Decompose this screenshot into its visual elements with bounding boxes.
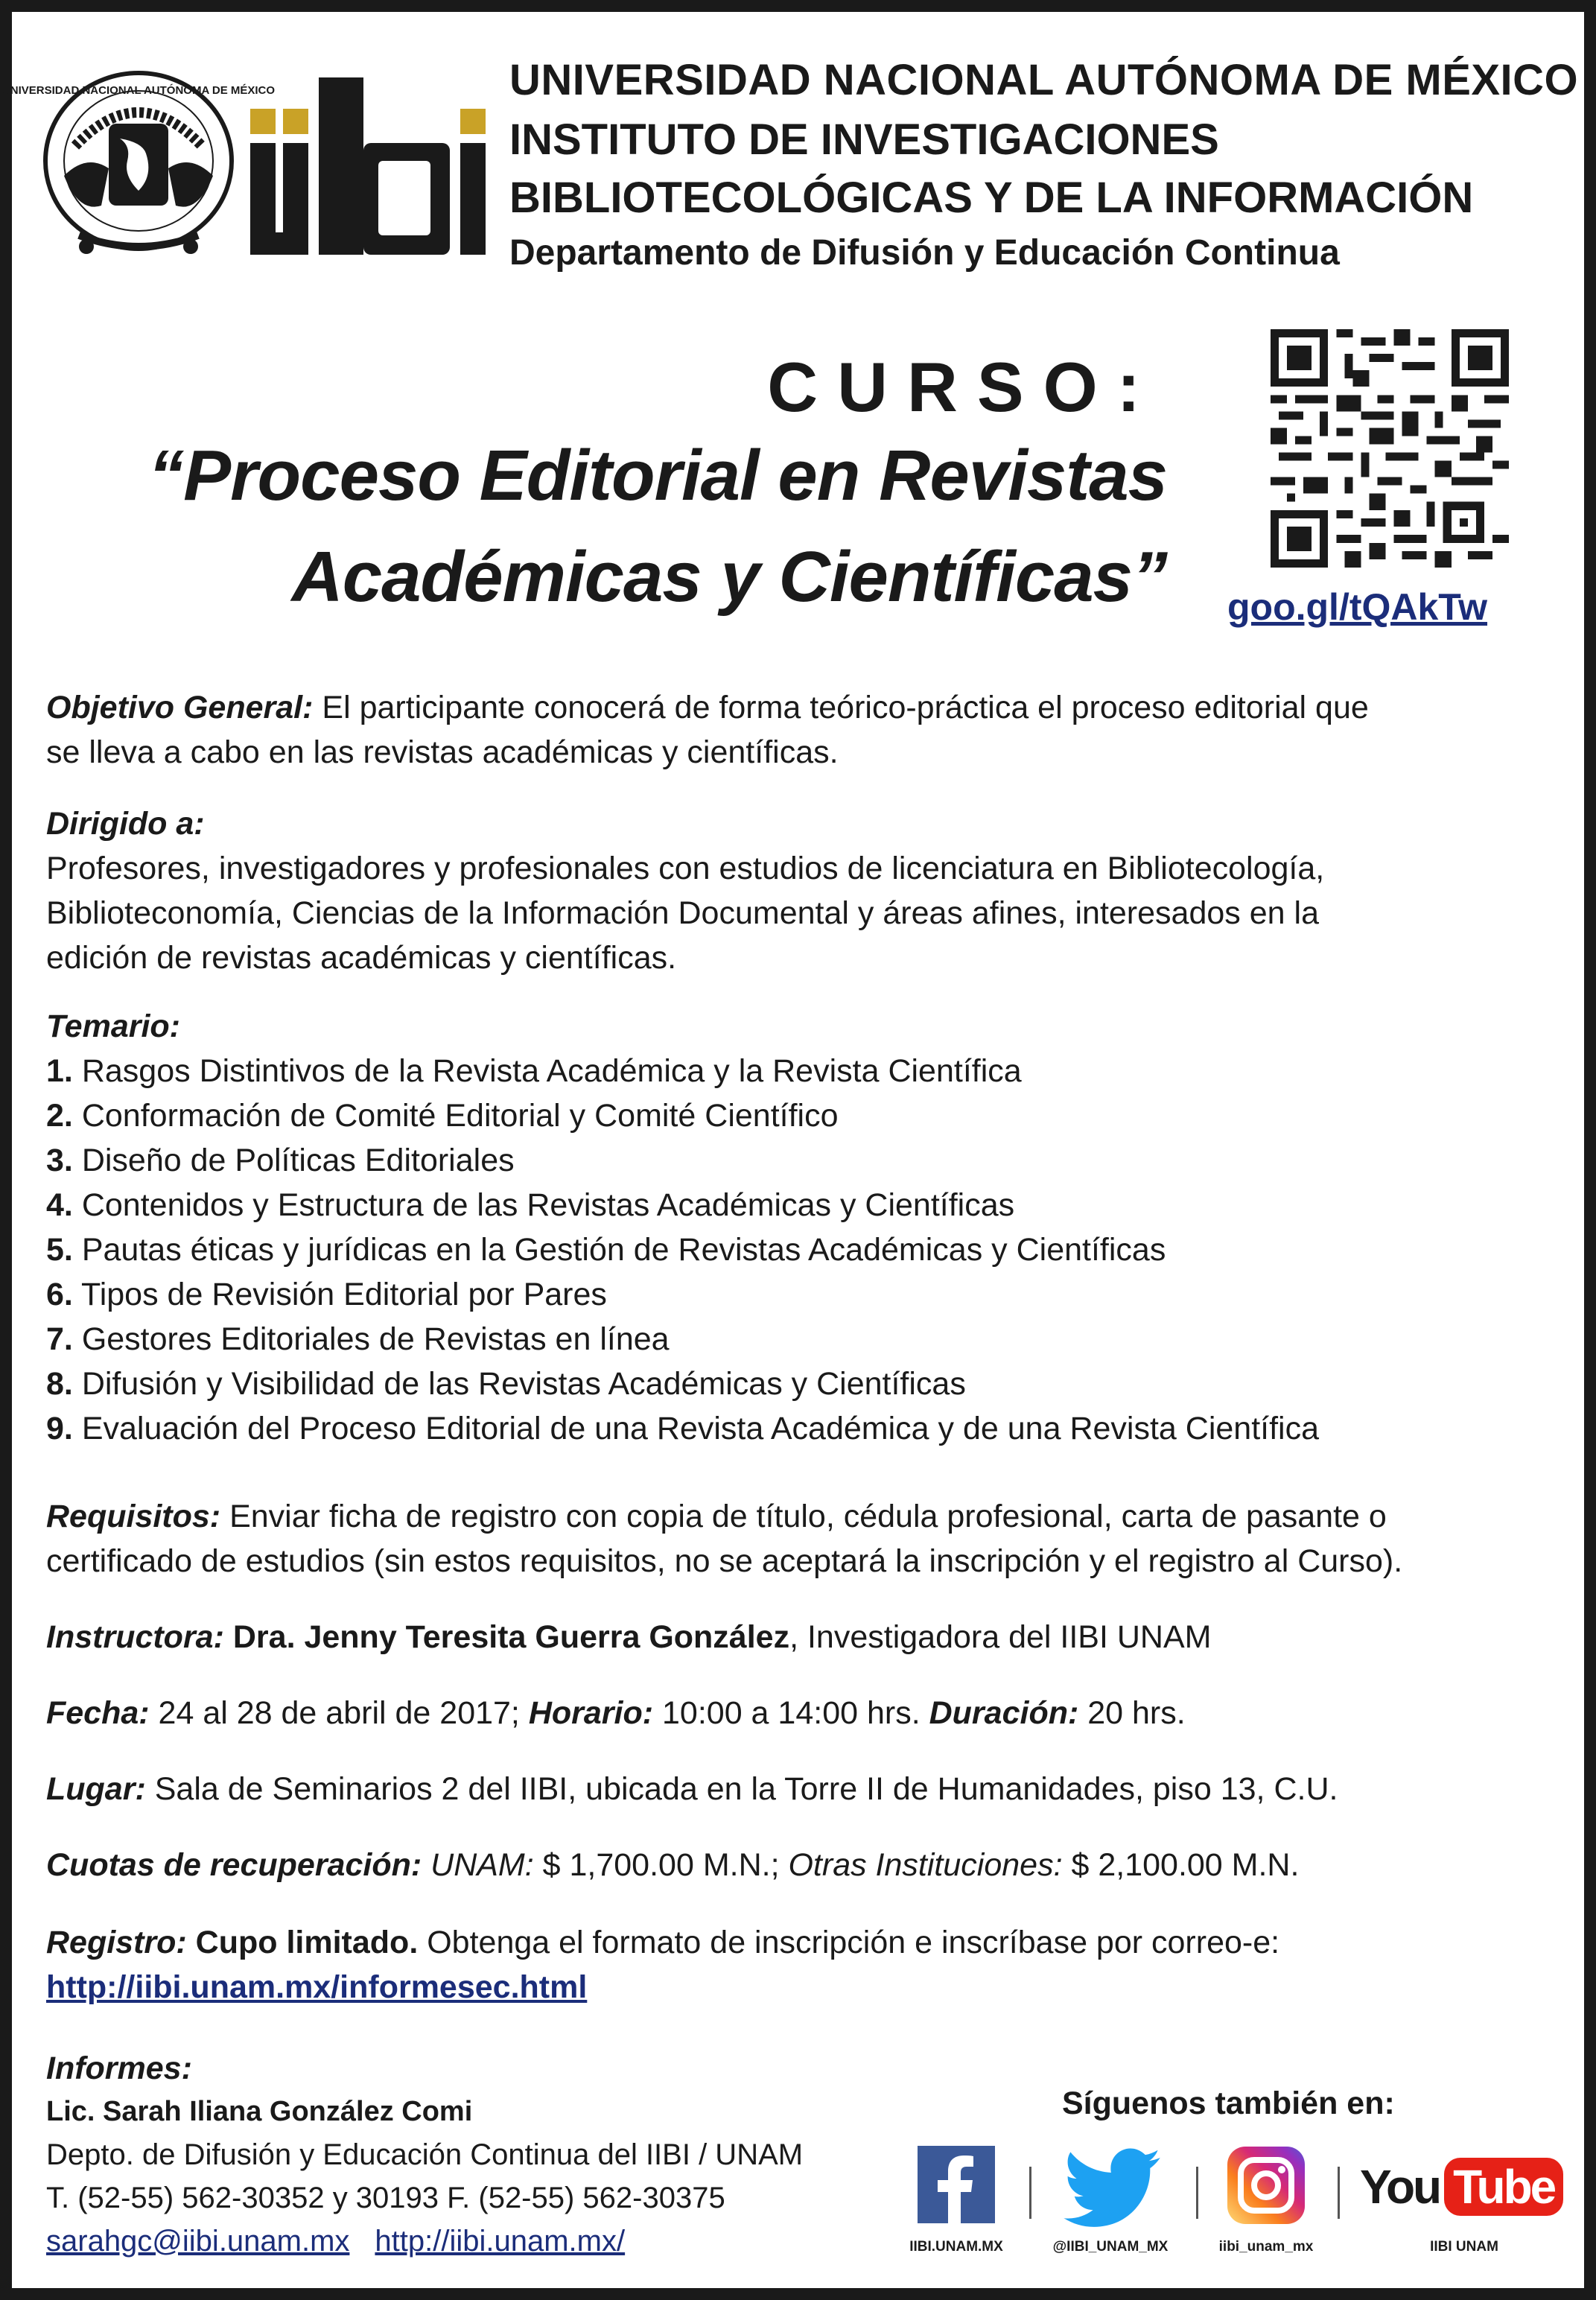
duration-label: Duración: [929,1695,1079,1731]
duration-value: 20 hrs. [1078,1695,1186,1731]
contact-department: Depto. de Difusión y Educación Continua del IIBI / UNAM [46,2138,804,2171]
fees-label: Cuotas de recuperación: [46,1847,422,1883]
course-title-line2: Académicas y Científicas” [291,537,1167,617]
course-kicker: CURSO: [767,348,1160,426]
objective-text-1: El participante conocerá de forma teórico-práctica el proceso editorial que [313,690,1369,725]
requirements-text-1: Enviar ficha de registro con copia de título, cédula profesional, carta de pasante o [220,1499,1387,1534]
social-divider [1338,2167,1340,2219]
department-name: Departamento de Difusión y Educación Continua [509,233,1340,273]
flyer-sheet [1,12,1584,2288]
syllabus-section [46,1004,1565,1451]
contact-label: Informes: [46,2050,192,2086]
twitter-handle[interactable]: @IIBI_UNAM_MX [1052,2239,1169,2255]
youtube-handle[interactable]: IIBI UNAM [1430,2239,1498,2255]
contact-name: Lic. Sarah Iliana González Comi [46,2096,473,2127]
registration-label: Registro: [46,1925,187,1960]
time-value: 10:00 a 14:00 hrs. [653,1695,929,1731]
audience-label: Dirigido a: [46,806,205,842]
social-divider [1029,2167,1031,2219]
syllabus-item: 9. Evaluación del Proceso Editorial de una Revista Académica y de una Revista Científica [46,1411,1320,1446]
syllabus-item: 4. Contenidos y Estructura de las Revistas Académicas y Científicas [46,1187,1015,1223]
objective-label: Objetivo General: [46,690,314,725]
registration-link[interactable]: http://iibi.unam.mx/informesec.html [46,1969,588,2005]
contact-email-link[interactable]: sarahgc@iibi.unam.mx [46,2225,350,2258]
instructor-section [46,1615,1565,1659]
youtube-you-text: You [1360,2160,1440,2214]
qr-short-link[interactable]: goo.gl/tQAkTw [1227,586,1488,628]
fees-other-label: Otras Instituciones: [788,1847,1063,1883]
audience-line-3: edición de revistas académicas y científicas. [46,940,677,976]
place-section [46,1767,1565,1811]
objective-section [46,685,1565,775]
contact-phones: T. (52-55) 562-30352 y 30193 F. (52-55) 562-30375 [46,2182,725,2214]
place-text: Sala de Seminarios 2 del IIBI, ubicada en la Torre II de Humanidades, piso 13, C.U. [145,1771,1338,1807]
facebook-handle[interactable]: IIBI.UNAM.MX [909,2239,1003,2255]
syllabus-item: 2. Conformación de Comité Editorial y Comité Científico [46,1098,839,1134]
contact-website-link[interactable]: http://iibi.unam.mx/ [375,2225,626,2258]
requirements-text-2: certificado de estudios (sin estos requisitos, no se aceptará la inscripción y el registro al Curso). [46,1543,1403,1579]
syllabus-item: 3. Diseño de Políticas Editoriales [46,1143,515,1178]
instagram-icon[interactable] [1227,2147,1305,2224]
twitter-icon[interactable] [1062,2148,1162,2228]
fees-other-value: $ 2,100.00 M.N. [1062,1847,1300,1883]
date-label: Fecha: [46,1695,150,1731]
syllabus-item: 6. Tipos de Revisión Editorial por Pares [46,1277,607,1312]
youtube-icon[interactable] [1360,2150,1563,2224]
seal-text: UNIVERSIDAD NACIONAL AUTÓNOMA DE MÉXICO [1,84,276,97]
institute-name-line1: INSTITUTO DE INVESTIGACIONES [509,115,1219,164]
qr-code[interactable] [1271,329,1509,568]
social-divider [1196,2167,1198,2219]
social-title: Síguenos también en: [1062,2085,1395,2121]
objective-text-2: se lleva a cabo en las revistas académicas y científicas. [46,734,839,770]
instructor-name: Dra. Jenny Teresita Guerra González [223,1619,790,1655]
fees-unam-value: $ 1,700.00 M.N.; [533,1847,789,1883]
instructor-label: Instructora: [46,1619,224,1655]
audience-line-2: Biblioteconomía, Ciencias de la Información Documental y áreas afines, interesados en la [46,895,1319,931]
place-label: Lugar: [46,1771,146,1807]
syllabus-item: 8. Difusión y Visibilidad de las Revistas Académicas y Científicas [46,1366,966,1402]
audience-section [46,801,1565,980]
instructor-affiliation: , Investigadora del IIBI UNAM [789,1619,1212,1655]
university-name: UNIVERSIDAD NACIONAL AUTÓNOMA DE MÉXICO [509,56,1579,104]
registration-text: Obtenga el formato de inscripción e inscríbase por correo-e: [418,1925,1280,1960]
time-label: Horario: [528,1695,654,1731]
syllabus-label: Temario: [46,1008,180,1044]
institute-name-line2: BIBLIOTECOLÓGICAS Y DE LA INFORMACIÓN [509,174,1474,222]
registration-limited: Cupo limitado. [186,1925,419,1960]
facebook-icon[interactable] [918,2146,995,2223]
iibi-logo [250,77,489,256]
syllabus-item: 1. Rasgos Distintivos de la Revista Académica y la Revista Científica [46,1053,1022,1089]
unam-seal-logo [1,57,276,273]
youtube-tube-text: Tube [1444,2158,1563,2216]
instagram-handle[interactable]: iibi_unam_mx [1218,2239,1314,2255]
course-title-line1: “Proceso Editorial en Revistas [148,436,1167,515]
syllabus-item: 7. Gestores Editoriales de Revistas en línea [46,1321,670,1357]
audience-line-1: Profesores, investigadores y profesionales con estudios de licenciatura en Bibliotecología, [46,851,1325,886]
requirements-section [46,1494,1565,1583]
syllabus-item: 5. Pautas éticas y jurídicas en la Gestión de Revistas Académicas y Científicas [46,1232,1166,1268]
schedule-section [46,1691,1565,1735]
fees-unam-label: UNAM: [422,1847,534,1883]
logo-text: iibi [250,77,252,78]
requirements-label: Requisitos: [46,1499,221,1534]
fees-section [46,1843,1565,1887]
registration-section [46,1920,1565,2010]
contact-section [46,2047,940,2263]
date-value: 24 al 28 de abril de 2017; [149,1695,529,1731]
